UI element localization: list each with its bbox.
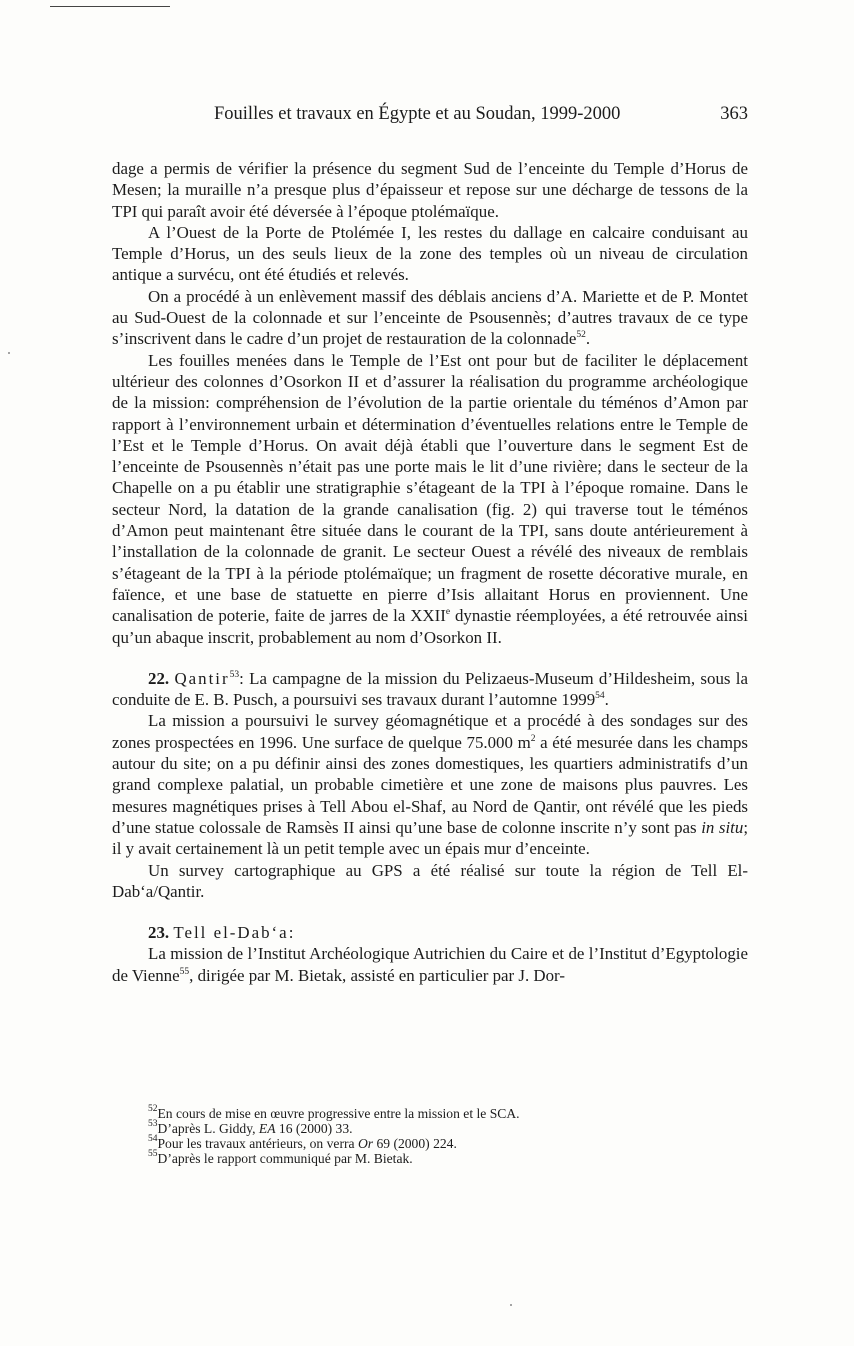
paragraph-text: dynastie réemployées, a été retrouvée ainsi qu’un abaque inscrit, probablement au nom d’Osorkon II. — [112, 606, 748, 647]
main-text — [112, 158, 748, 986]
footnote-ref: 52 — [576, 330, 586, 341]
paragraph-text: La mission a poursuivi le survey géomagnétique et a procédé à des sondages sur des zones prospectées en 1996. Une surface de quelque 75.000 m — [112, 711, 748, 752]
paragraph — [112, 943, 748, 986]
paragraph-text: ; il y avait certainement là un petit temple avec un épais mur d’enceinte. — [112, 817, 749, 859]
section-23-heading — [112, 922, 748, 943]
footnote — [148, 1151, 748, 1166]
footnote-text: D’après le rapport communiqué par M. Bietak. — [157, 1151, 413, 1166]
footnote-ref: 53 — [229, 669, 240, 680]
footnote-number: 54 — [148, 1134, 158, 1144]
footnote — [148, 1136, 748, 1151]
section-site-name: Tell el-Dab‘a — [173, 923, 289, 943]
footnote-text: 69 (2000) 224. — [373, 1136, 457, 1151]
paragraph — [112, 158, 748, 222]
superscript: e — [445, 607, 451, 618]
paragraph-text: Un survey cartographique au GPS a été réalisé sur toute la région de Tell El-Dab‘a/Qantir. — [112, 860, 748, 901]
paragraph-text: a été mesurée dans les champs autour du site; on a pu définir ainsi des zones domestiques, les quartiers administratifs d’un grand complexe palatial, un probable cimetière et une zone de maisons plus pauvres. Les mesures magnétiques prises à Tell Abou el-Shaf, au Nord de Qantir, ont révélé que les pieds d’une statue colossale de Ramsès II ainsi qu’une base de colonne inscrite n’y sont pas — [112, 732, 748, 837]
section-number: 23. — [148, 923, 170, 943]
paragraph-text: La mission de l’Institut Archéologique Autrichien du Caire et de l’Institut d’Egyptologie de Vienne — [112, 944, 748, 985]
paragraph — [112, 710, 748, 859]
page-number: 363 — [720, 104, 748, 124]
section-number: 22. — [148, 668, 170, 688]
footnote — [148, 1121, 748, 1136]
paragraph — [112, 860, 748, 903]
footnote-number: 53 — [148, 1119, 158, 1129]
running-header — [112, 104, 748, 132]
footnote-number: 55 — [148, 1149, 158, 1159]
section-site-name: Qantir — [174, 668, 230, 688]
footnote-ref: 54 — [595, 691, 605, 702]
footnote-text: D’après L. Giddy, — [157, 1121, 259, 1136]
paragraph-text: Les fouilles menées dans le Temple de l’Est ont pour but de faciliter le déplacement ultérieur des colonnes d’Osorkon II et d’assurer la réalisation du programme archéologique de la mission: compréhension de l’évolution de la partie orientale du téménos d’Amon par rapport à l’environnement urbain et détermination d’éventuelles relations entre le Temple de l’Est et le Temple d’Horus. On avait déjà établi que l’ouverture dans le segment Est de l’enceinte de Psousennès n’était pas une porte mais le lit d’une rivière; dans le secteur de la Chapelle on a pu établir une stratigraphie s’étageant de la TPI à l’époque romaine. Dans le secteur Nord, la datation de la grande canalisation (fig. 2) qui traverse tout le téménos d’Amon peut maintenant être située dans le courant de la TPI, sans doute antérieurement à l’installation de la colonnade de granit. Le secteur Ouest a révélé des niveaux de remblais s’étageant de la TPI à la période ptolémaïque; un fragment de rosette décorative murale, en faïence, et une base de statuette en pierre d’Isis allaitant Horus en proviennent. Une canalisation de poterie, faite de jarres de la XXII — [112, 350, 748, 626]
paragraph-text: : La campagne de la mission du Pelizaeus-Museum d’Hildesheim, sous la conduite de E. B. Pusch, a poursuivi ses travaux durant l’automne 1999 — [112, 668, 748, 710]
footnotes — [148, 1106, 748, 1166]
superscript: 2 — [530, 733, 536, 744]
paragraph-text: : — [288, 923, 294, 943]
scan-speck — [510, 1304, 512, 1306]
footnote-text: Pour les travaux antérieurs, on verra — [157, 1136, 358, 1151]
footnote-text: En cours de mise en œuvre progressive entre la mission et le SCA. — [157, 1106, 520, 1121]
section-22-heading-paragraph — [112, 668, 748, 711]
footnote — [148, 1106, 748, 1121]
scan-speck — [8, 352, 10, 354]
paragraph-text: , dirigée par M. Bietak, assisté en particulier par J. Dor- — [189, 965, 565, 985]
header-title: Fouilles et travaux en Égypte et au Soudan, 1999-2000 — [214, 104, 621, 124]
italic-term: EA — [258, 1121, 276, 1136]
paragraph-text: dage a permis de vérifier la présence du segment Sud de l’enceinte du Temple d’Horus de Mesen; la muraille n’a presque plus d’épaisseur et repose sur une décharge de tessons de la TPI qui paraît avoir été déversée à l’époque ptolémaïque. — [112, 159, 748, 221]
paragraph-text: . — [604, 690, 609, 710]
footnote-number: 52 — [148, 1104, 158, 1114]
paragraph — [112, 286, 748, 350]
footnote-ref: 55 — [179, 966, 190, 977]
italic-term: Or — [357, 1136, 374, 1151]
paragraph-text: A l’Ouest de la Porte de Ptolémée I, les restes du dallage en calcaire conduisant au Temple d’Horus, un des seuls lieux de la zone des temples où un niveau de circulation antique a survécu, ont été étudiés et relevés. — [112, 222, 748, 285]
italic-term: in situ — [701, 817, 744, 837]
paragraph — [112, 222, 748, 286]
footnote-text: 16 (2000) 33. — [275, 1121, 353, 1136]
paragraph-text: . — [585, 329, 591, 349]
top-rule — [50, 6, 170, 7]
paragraph — [112, 350, 748, 648]
paragraph-text: On a procédé à un enlèvement massif des déblais anciens d’A. Mariette et de P. Montet au Sud-Ouest de la colonnade et sur l’enceinte de Psousennès; d’autres travaux de ce type s’inscrivent dans le cadre d’un projet de restauration de la colonnade — [112, 286, 748, 349]
